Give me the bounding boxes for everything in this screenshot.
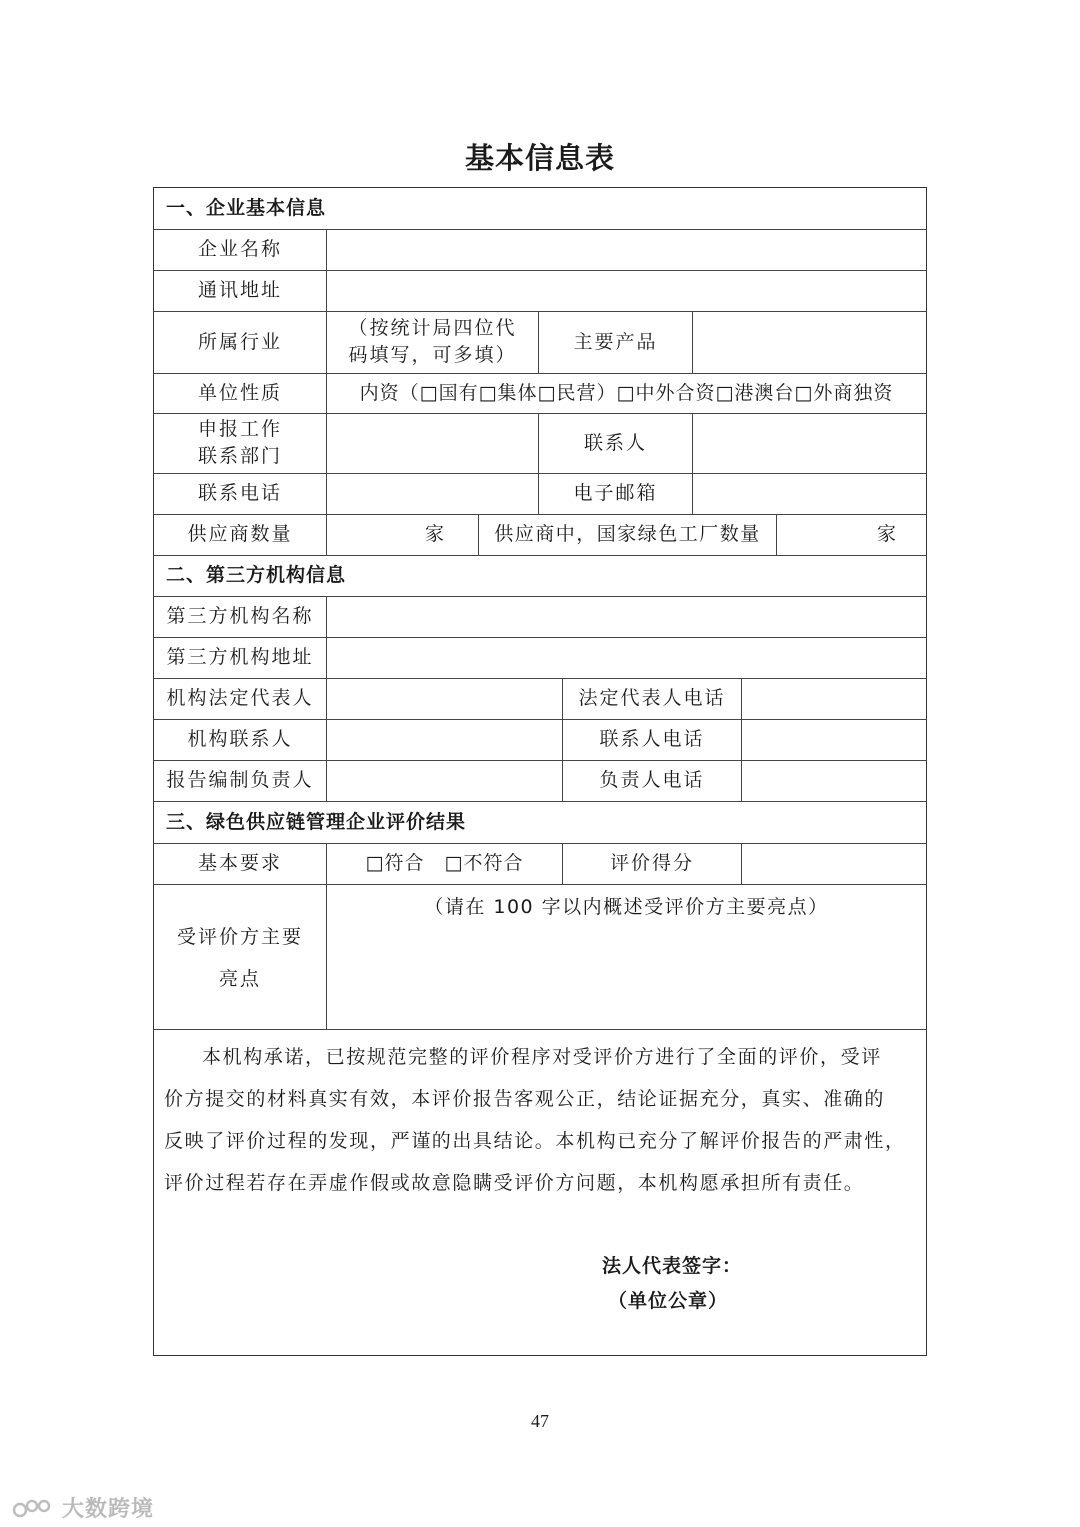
rule	[741, 678, 742, 801]
commitment-line: 反映了评价过程的发现，严谨的出具结论。本机构已充分了解评价报告的严肃性，	[164, 1130, 906, 1152]
watermark-logo-icon	[12, 1496, 58, 1520]
section-heading-third-party: 二、第三方机构信息	[166, 564, 347, 586]
rule	[153, 1029, 927, 1030]
rule	[741, 843, 742, 884]
highlights-label-line: 受评价方主要	[176, 926, 303, 948]
green-factory-label: 供应商中，国家绿色工厂数量	[494, 523, 761, 545]
highlights-hint: （请在 100 字以内概述受评价方主要亮点）	[424, 895, 829, 918]
commitment-line: 评价过程若存在弄虚作假或故意隐瞒受评价方问题，本机构愿承担所有责任。	[164, 1172, 865, 1194]
report-owner-label: 报告编制负责人	[166, 769, 314, 791]
dept-label-line: 联系部门	[197, 445, 282, 467]
org-address-label: 第三方机构地址	[166, 646, 314, 668]
commitment-line: 价方提交的材料真实有效，本评价报告客观公正，结论证据充分，真实、准确的	[164, 1088, 886, 1110]
industry-hint	[327, 313, 538, 371]
highlights-label-line: 亮点	[218, 968, 261, 990]
industry-hint-line: （按统计局四位代	[348, 317, 517, 339]
nature-label: 单位性质	[197, 381, 282, 404]
legal-rep-phone-label: 法定代表人电话	[578, 687, 726, 709]
conform-options: □符合 □不符合	[365, 852, 524, 874]
highlights-label	[154, 916, 326, 1000]
legal-rep-label: 机构法定代表人	[166, 687, 314, 709]
dept-label-line: 申报工作	[197, 418, 282, 440]
contact-phone-label: 联系人电话	[599, 728, 705, 750]
dept-label	[154, 415, 326, 471]
seal-label: （单位公章）	[608, 1290, 729, 1312]
rule	[153, 884, 927, 885]
page-title: 基本信息表	[464, 141, 615, 175]
industry-label: 所属行业	[197, 330, 282, 353]
product-label: 主要产品	[573, 330, 658, 353]
contact-label: 联系人	[583, 431, 647, 454]
commitment-line: 本机构承诺，已按规范完整的评价程序对受评价方进行了全面的评价，受评	[202, 1046, 882, 1068]
email-label: 电子邮箱	[573, 482, 658, 504]
section-heading-result: 三、绿色供应链管理企业评价结果	[166, 810, 467, 833]
signature-label: 法人代表签字：	[602, 1255, 743, 1277]
section-heading-company: 一、企业基本信息	[166, 197, 327, 219]
score-label: 评价得分	[609, 852, 694, 874]
phone-label: 联系电话	[197, 482, 282, 504]
page-number: 47	[531, 1411, 549, 1431]
owner-phone-label: 负责人电话	[599, 769, 705, 791]
supplier-unit: 家	[424, 523, 446, 545]
rule	[692, 413, 693, 514]
green-factory-unit: 家	[876, 523, 898, 545]
commitment-paragraph	[164, 1036, 916, 1204]
watermark	[12, 1492, 154, 1523]
nature-options: 内资（□国有□集体□民营）□中外合资□港澳台□外商独资	[359, 381, 894, 404]
org-name-label: 第三方机构名称	[166, 605, 314, 627]
org-contact-label: 机构联系人	[187, 728, 293, 750]
basic-req-label: 基本要求	[197, 852, 282, 874]
industry-hint-line: 码填写，可多填）	[348, 344, 517, 366]
supplier-count-label: 供应商数量	[187, 523, 293, 545]
rule	[326, 596, 327, 801]
company-name-label: 企业名称	[197, 238, 282, 260]
rule	[692, 311, 693, 373]
address-label: 通讯地址	[197, 279, 282, 301]
watermark-text: 大数跨境	[62, 1497, 155, 1522]
